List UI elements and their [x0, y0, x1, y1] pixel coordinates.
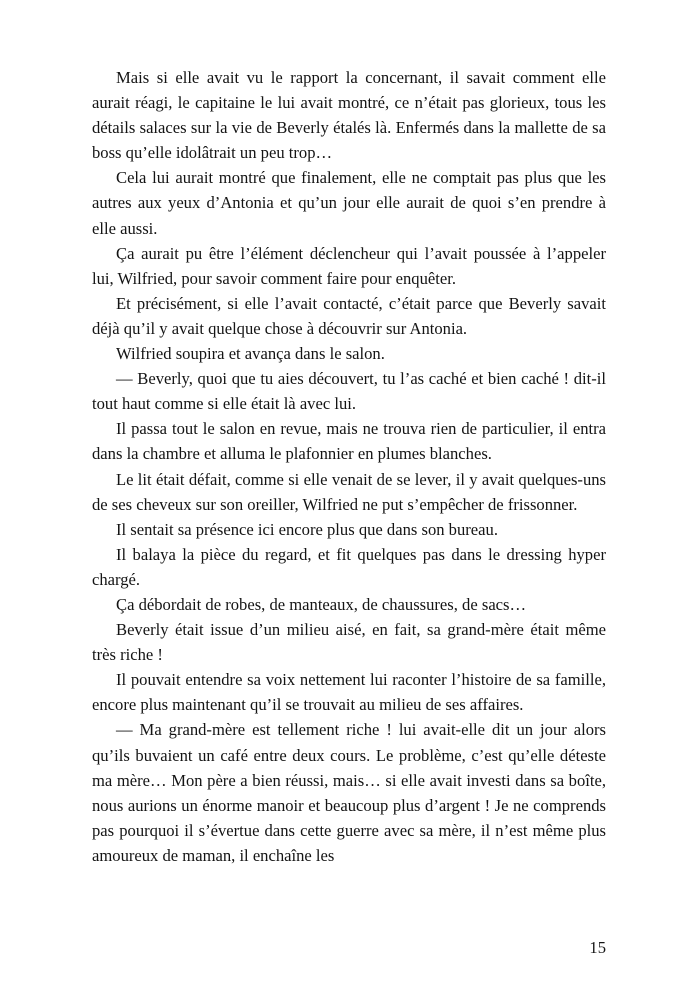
paragraph: — Beverly, quoi que tu aies découvert, tu l’as caché et bien caché ! dit-il tout haut comme si elle était là avec lui.	[92, 369, 606, 414]
paragraph: Wilfried soupira et avança dans le salon.	[116, 344, 385, 364]
paragraph: Il sentait sa présence ici encore plus que dans son bureau.	[116, 519, 498, 539]
page-number: 15	[589, 938, 606, 957]
paragraph: Il pouvait entendre sa voix nettement lui raconter l’histoire de sa famille, encore plus maintenant qu’il se trouvait au milieu de ses affaires.	[92, 670, 606, 715]
paragraph: Cela lui aurait montré que finalement, elle ne comptait pas plus que les autres aux yeux d’Antonia et qu’un jour elle aurait de quoi s’en prendre à elle aussi.	[92, 168, 606, 238]
paragraph: — Ma grand-mère est tellement riche ! lui avait-elle dit un jour alors qu’ils buvaient un café entre deux cours. Le problème, c’est qu’elle déteste ma mère… Mon père a bien réussi, mais… si elle avait investi dans sa boîte, nous aurions un énorme manoir et beaucoup plus d’argent ! Je ne comprends pas pourquoi il s’évertue dans cette guerre avec sa mère, il n’est même plus amoureux de maman, il enchaîne les	[92, 720, 606, 865]
paragraph: Il balaya la pièce du regard, et fit quelques pas dans le dressing hyper chargé.	[92, 544, 606, 589]
page-body	[92, 65, 606, 868]
paragraph: Et précisément, si elle l’avait contacté, c’était parce que Beverly savait déjà qu’il y avait quelque chose à découvrir sur Antonia.	[92, 293, 606, 338]
paragraph: Beverly était issue d’un milieu aisé, en fait, sa grand-mère était même très riche !	[92, 620, 606, 665]
paragraph: Mais si elle avait vu le rapport la concernant, il savait comment elle aurait réagi, le capitaine le lui avait montré, ce n’était pas glorieux, tous les détails salaces sur la vie de Beverly étalés là. Enfermés dans la mallette de sa boss qu’elle idolâtrait un peu trop…	[92, 68, 606, 163]
paragraph: Le lit était défait, comme si elle venait de se lever, il y avait quelques-uns de ses cheveux sur son oreiller, Wilfried ne put s’empêcher de frissonner.	[92, 469, 606, 514]
paragraph: Ça aurait pu être l’élément déclencheur qui l’avait poussée à l’appeler lui, Wilfried, pour savoir comment faire pour enquêter.	[92, 243, 606, 288]
paragraph: Il passa tout le salon en revue, mais ne trouva rien de particulier, il entra dans la chambre et alluma le plafonnier en plumes blanches.	[92, 419, 606, 464]
paragraph: Ça débordait de robes, de manteaux, de chaussures, de sacs…	[116, 594, 527, 614]
